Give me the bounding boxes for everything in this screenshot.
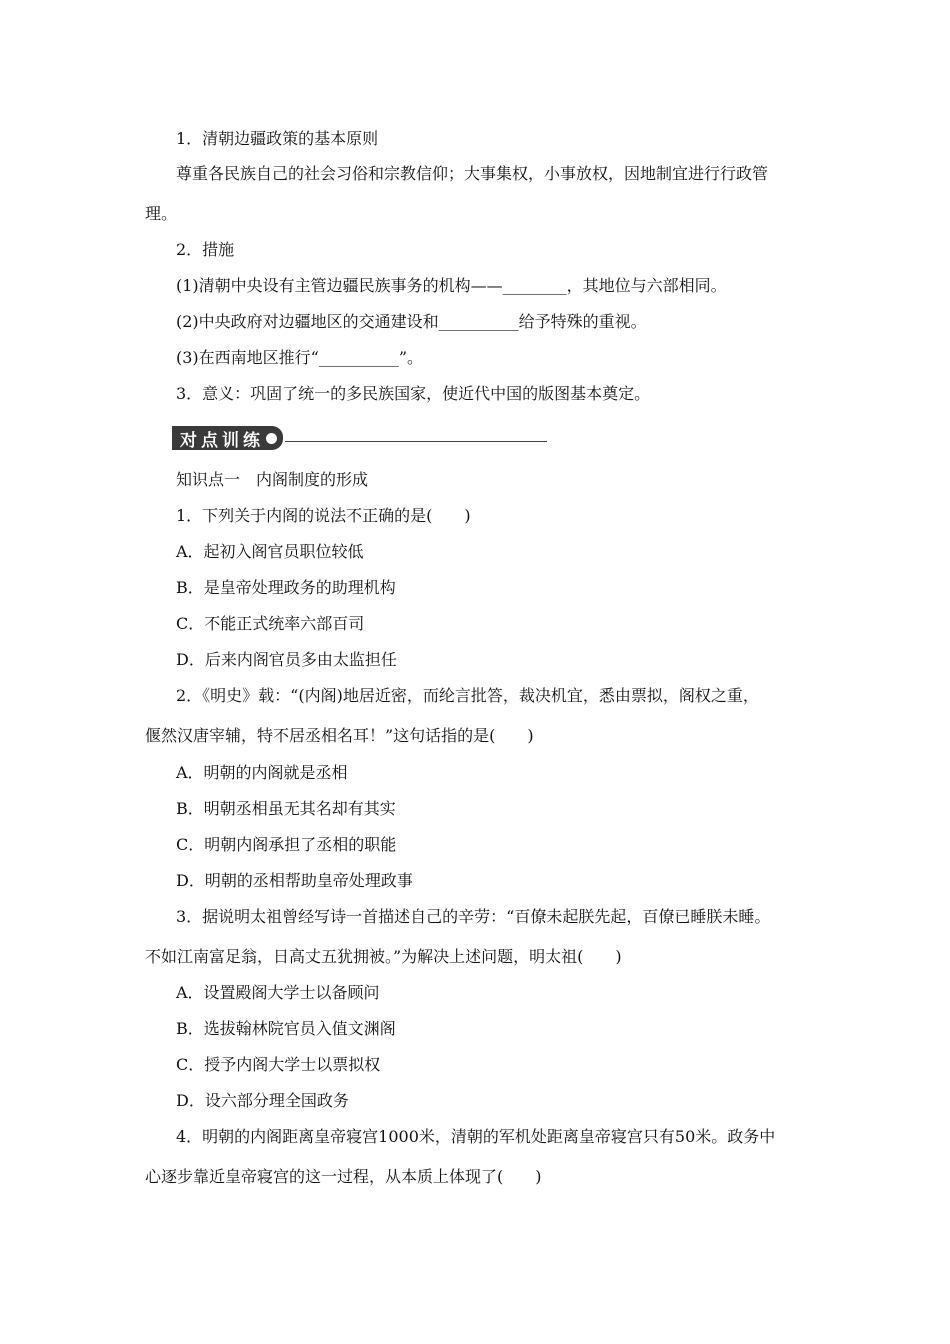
question-1-option-b[interactable]: B．是皇帝处理政务的助理机构 <box>176 578 396 597</box>
policy-principle-text: 尊重各民族自己的社会习俗和宗教信仰；大事集权，小事放权，因地制宜进行行政管 <box>176 164 769 183</box>
practice-banner-label: 对点训练 <box>180 430 264 451</box>
question-1-option-c[interactable]: C．不能正式统率六部百司 <box>176 614 365 633</box>
question-1-option-a[interactable]: A．起初入阁官员职位较低 <box>176 542 364 561</box>
question-3-stem: 3．据说明太祖曾经写诗一首描述自己的辛劳：“百僚未起朕先起，百僚已睡朕未睡。 <box>176 907 771 926</box>
question-3-option-d[interactable]: D．设六部分理全国政务 <box>176 1091 349 1110</box>
question-2-stem-cont: 偃然汉唐宰辅，特不居丞相名耳！”这句话指的是( ) <box>145 726 534 745</box>
question-2-option-b[interactable]: B．明朝丞相虽无其名却有其实 <box>176 799 396 818</box>
question-3-stem-cont: 不如江南富足翁，日高丈五犹拥被。”为解决上述问题，明太祖( ) <box>145 947 622 966</box>
question-2-option-d[interactable]: D．明朝的丞相帮助皇帝处理政事 <box>176 871 413 890</box>
measures-heading: 2．措施 <box>176 240 235 259</box>
measure-2: (2)中央政府对边疆地区的交通建设和__________给予特殊的重视。 <box>176 312 647 331</box>
practice-banner <box>172 426 547 450</box>
question-1-stem: 1．下列关于内阁的说法不正确的是( ) <box>176 506 471 525</box>
banner-rule <box>285 441 547 442</box>
policy-principle-text-cont: 理。 <box>145 204 178 223</box>
question-4-stem-cont: 心逐步靠近皇帝寝宫的这一过程，从本质上体现了( ) <box>145 1167 542 1186</box>
practice-banner-tag <box>172 426 283 450</box>
question-1-option-d[interactable]: D．后来内阁官员多由太监担任 <box>176 650 397 669</box>
question-3-option-c[interactable]: C．授予内阁大学士以票拟权 <box>176 1055 381 1074</box>
question-3-option-b[interactable]: B．选拔翰林院官员入值文渊阁 <box>176 1019 396 1038</box>
knowledge-point-title: 知识点一 内阁制度的形成 <box>176 470 369 489</box>
question-4-stem: 4．明朝的内阁距离皇帝寝宫1000米，清朝的军机处距离皇帝寝宫只有50米。政务中 <box>176 1127 776 1146</box>
measure-1: (1)清朝中央设有主管边疆民族事务的机构——________，其地位与六部相同。 <box>176 276 727 295</box>
question-3-option-a[interactable]: A．设置殿阁大学士以备顾问 <box>176 983 380 1002</box>
significance-line: 3．意义：巩固了统一的多民族国家，使近代中国的版图基本奠定。 <box>176 384 651 403</box>
bullet-dot-icon <box>266 433 277 444</box>
policy-principle-heading: 1．清朝边疆政策的基本原则 <box>176 129 379 148</box>
question-2-option-c[interactable]: C．明朝内阁承担了丞相的职能 <box>176 835 397 854</box>
question-2-stem: 2．《明史》载：“(内阁)地居近密，而纶言批答，裁决机宜，悉由票拟，阁权之重， <box>176 686 759 705</box>
measure-3: (3)在西南地区推行“__________”。 <box>176 348 424 367</box>
question-2-option-a[interactable]: A．明朝的内阁就是丞相 <box>176 763 348 782</box>
